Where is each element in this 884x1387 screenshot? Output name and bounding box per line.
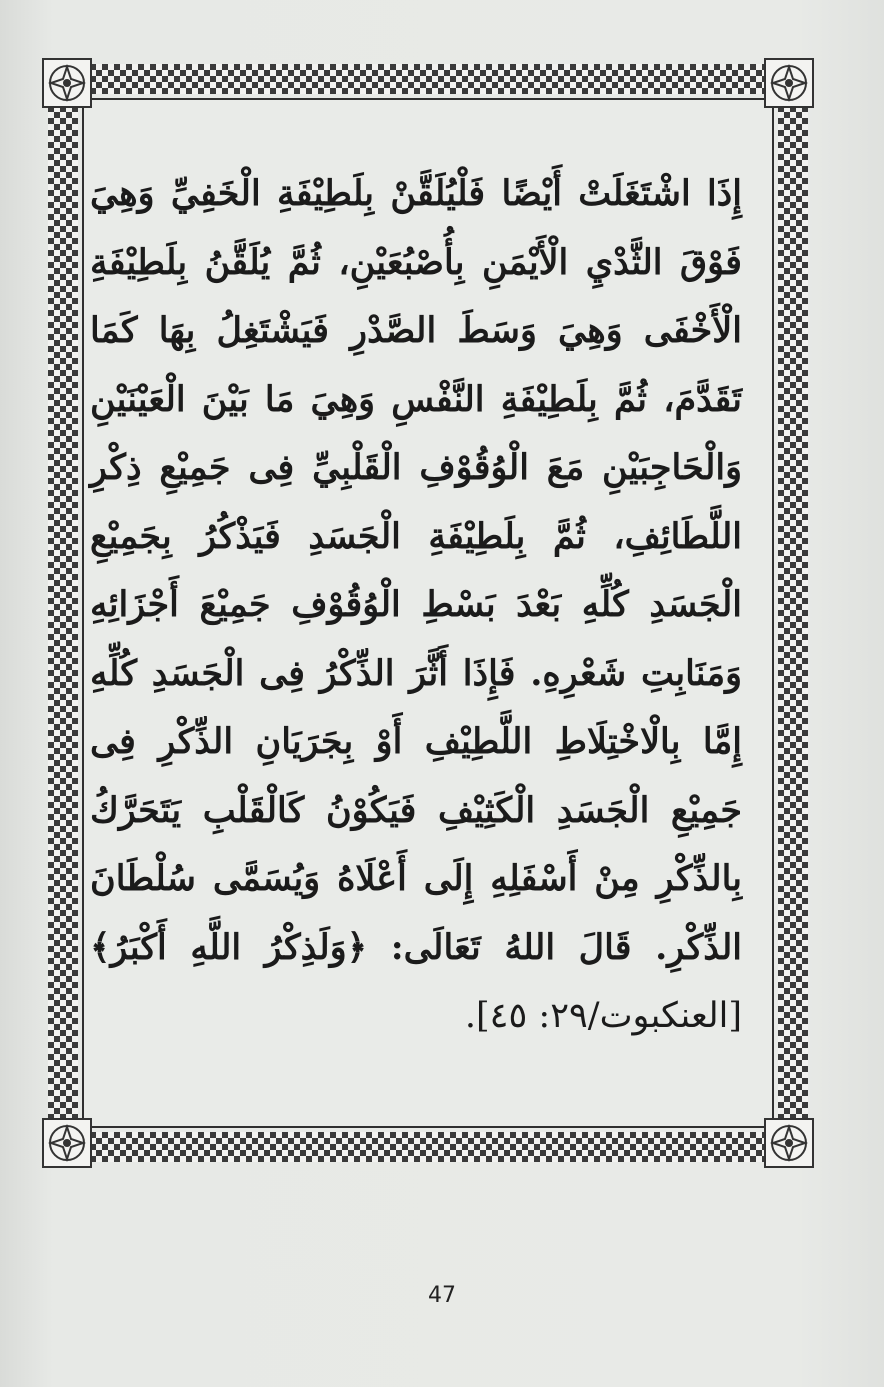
body-paragraph: إِذَا اشْتَغَلَتْ أَيْضًا فَلْيُلَقَّنْ بِلَطِيْفَةِ الْخَفِيِّ وَهِيَ فَوْقَ الثَّدْيِ الْأَيْمَنِ بِأُصْبُعَيْنِ، ثُمَّ يُلَقَّنُ بِلَطِيْفَةِ الْأَخْفَى وَهِيَ وَسَطَ الصَّدْرِ فَيَشْتَغِلُ بِهَا كَمَا تَقَدَّمَ، ثُمَّ بِلَطِيْفَةِ النَّفْسِ وَهِيَ مَا بَيْنَ الْعَيْنَيْنِ وَالْحَاجِبَيْنِ مَعَ الْوُقُوْفِ الْقَلْبِيِّ فِى جَمِيْعِ ذِكْرِ اللَّطَائِفِ، ثُمَّ بِلَطِيْفَةِ الْجَسَدِ فَيَذْكُرُ بِجَمِيْعِ الْجَسَدِ كُلِّهِ بَعْدَ بَسْطِ الْوُقُوْفِ جَمِيْعَ أَجْزَائِهِ وَمَنَابِتِ شَعْرِهِ. فَإِذَا أَثَّرَ الذِّكْرُ فِى الْجَسَدِ كُلِّهِ إِمَّا بِالْاخْتِلَاطِ اللَّطِيْفِ أَوْ بِجَرَيَانِ الذِّكْرِ فِى جَمِيْعِ الْجَسَدِ الْكَثِيْفِ فَيَكُوْنُ كَالْقَلْبِ يَتَحَرَّكُ بِالذِّكْرِ مِنْ أَسْفَلِهِ إِلَى أَعْلَاهُ وَيُسَمَّى سُلْطَانَ الذِّكْرِ. قَالَ اللهُ تَعَالَى: xyxy=(90,173,742,968)
page-number: 47 xyxy=(428,1283,456,1308)
checkered-border-left xyxy=(48,64,78,1162)
corner-ornament-icon xyxy=(764,58,814,108)
checkered-border-top xyxy=(48,64,808,94)
corner-ornament-icon xyxy=(42,1118,92,1168)
corner-ornament-icon xyxy=(42,58,92,108)
quran-citation: [العنكبوت/٢٩: ٤٥]. xyxy=(464,996,742,1036)
corner-ornament-icon xyxy=(764,1118,814,1168)
checkered-border-bottom xyxy=(48,1132,808,1162)
quran-quote: ﴿وَلَذِكْرُ اللَّهِ أَكْبَرُ﴾ xyxy=(90,926,368,968)
body-text xyxy=(90,160,742,1051)
checkered-border-right xyxy=(778,64,808,1162)
